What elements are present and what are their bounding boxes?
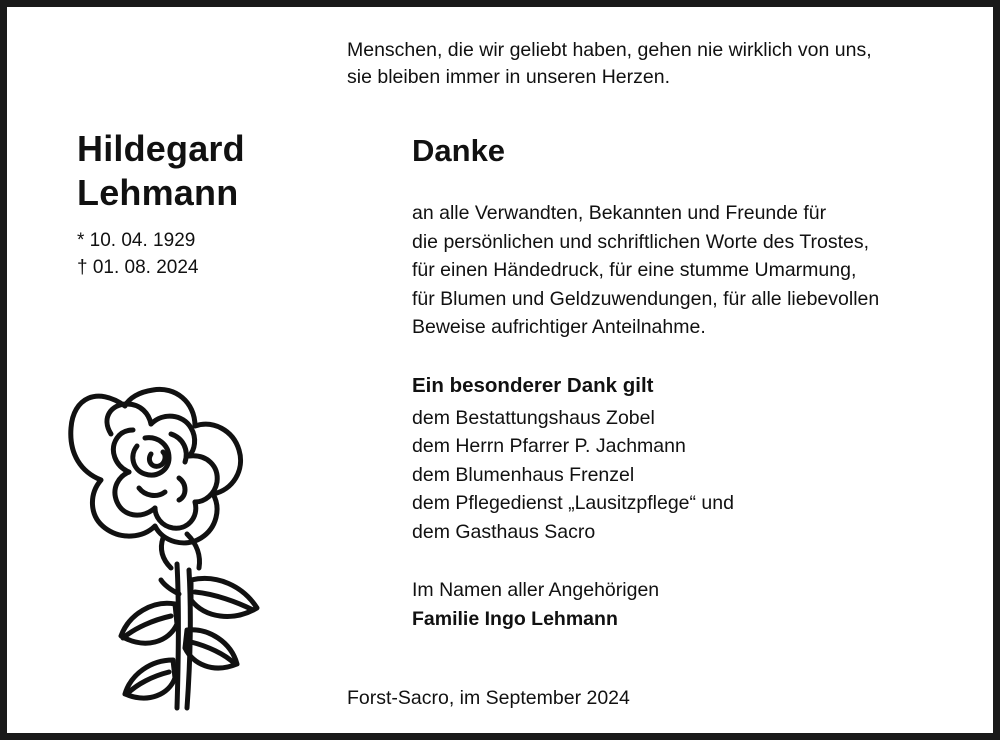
thanks-title: Danke xyxy=(412,133,506,168)
thanks-body-line-4: für Blumen und Geldzuwendungen, für alle liebevollen xyxy=(412,287,880,310)
epigraph xyxy=(347,37,987,91)
thanks-body-line-2: die persönlichen und schriftlichen Worte des Trostes, xyxy=(412,230,870,253)
life-dates xyxy=(47,227,337,281)
special-thanks-list xyxy=(412,404,987,547)
epigraph-line-1: Menschen, die wir geliebt haben, gehen nie wirklich von uns, xyxy=(347,39,872,61)
thanks-body-line-3: für einen Händedruck, für eine stumme Umarmung, xyxy=(412,259,857,281)
deceased-last-name: Lehmann xyxy=(77,172,239,213)
family-name: Familie Ingo Lehmann xyxy=(412,607,618,630)
thanks-block xyxy=(412,132,987,633)
list-item: dem Bestattungshaus Zobel xyxy=(412,406,655,429)
epigraph-line-2: sie bleiben immer in unseren Herzen. xyxy=(347,66,670,88)
thanks-body-line-1: an alle Verwandten, Bekannten und Freunde für xyxy=(412,202,827,224)
rose-illustration xyxy=(67,342,287,712)
list-item: dem Blumenhaus Frenzel xyxy=(412,463,635,486)
deceased-first-name: Hildegard xyxy=(77,128,245,169)
place-and-date: Forst-Sacro, im September 2024 xyxy=(347,687,630,709)
thanks-body xyxy=(412,199,987,342)
list-item: dem Pflegedienst „Lausitzpflege“ und xyxy=(412,492,734,514)
birth-date: * 10. 04. 1929 xyxy=(77,230,196,251)
closing-line: Im Namen aller Angehörigen xyxy=(412,579,660,601)
list-item: dem Gasthaus Sacro xyxy=(412,520,596,543)
special-thanks-heading: Ein besonderer Dank gilt xyxy=(412,373,654,397)
thanks-body-line-5: Beweise aufrichtiger Anteilnahme. xyxy=(412,316,706,338)
deceased-name xyxy=(47,127,337,215)
death-date: † 01. 08. 2024 xyxy=(77,257,199,278)
list-item: dem Herrn Pfarrer P. Jachmann xyxy=(412,435,686,457)
deceased-block xyxy=(47,127,337,281)
